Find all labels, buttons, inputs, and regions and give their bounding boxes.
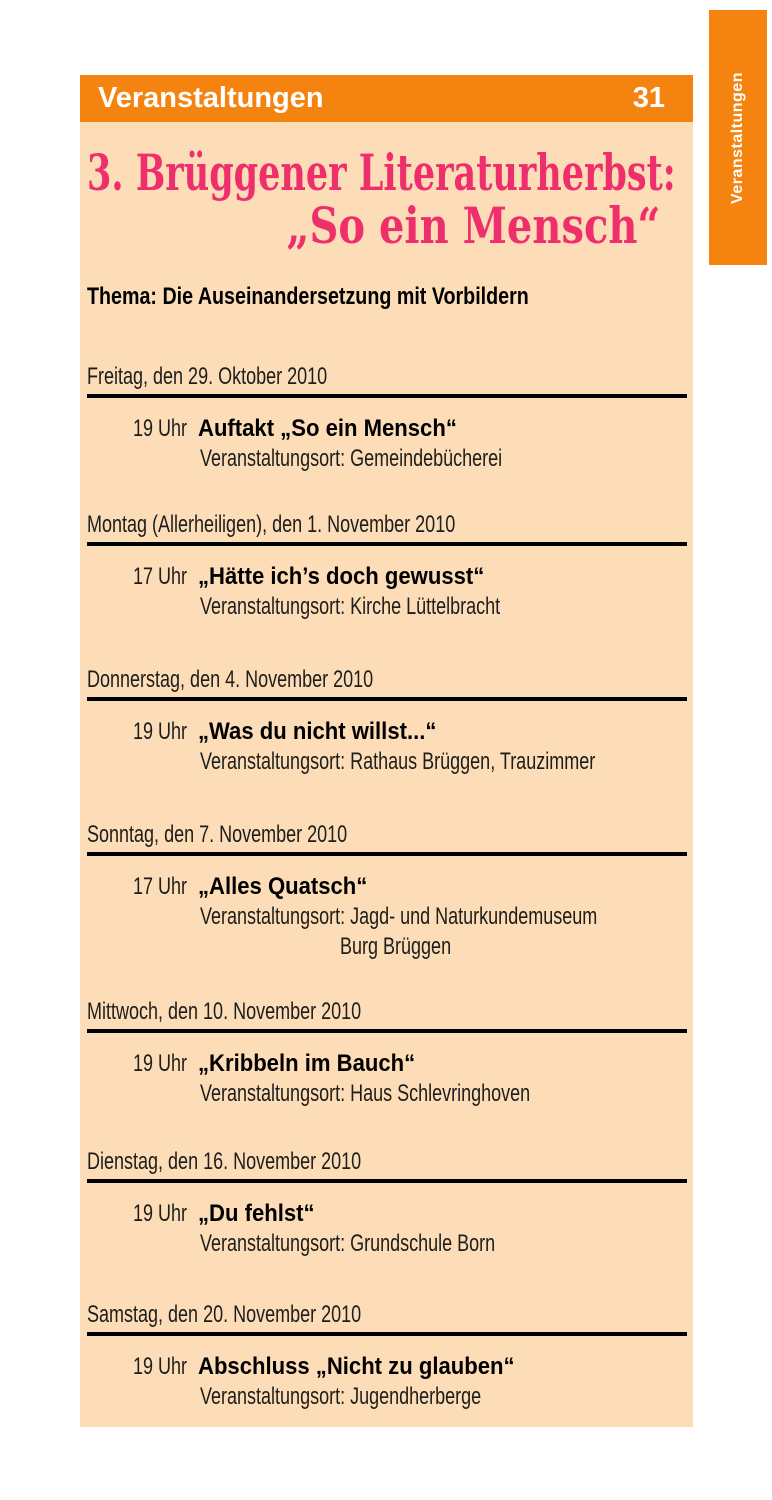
event-name: Abschluss „Nicht zu glauben“ bbox=[198, 1353, 515, 1380]
event-date: Mittwoch, den 10. November 2010 bbox=[87, 998, 362, 1025]
event-row bbox=[133, 1199, 687, 1229]
event-row bbox=[133, 717, 687, 747]
event-name: „Hätte ich’s doch gewusst“ bbox=[198, 563, 485, 590]
event-location: Veranstaltungsort: Grundschule Born bbox=[200, 1230, 496, 1257]
event-location: Veranstaltungsort: Jagd- und Naturkundemuseum bbox=[200, 903, 598, 930]
event-section bbox=[87, 820, 687, 962]
event-time: 19 Uhr bbox=[133, 718, 188, 745]
divider-rule bbox=[87, 1332, 687, 1336]
event-time: 19 Uhr bbox=[133, 1200, 188, 1227]
divider-rule bbox=[87, 1179, 687, 1183]
event-name: „Kribbeln im Bauch“ bbox=[198, 1050, 416, 1077]
event-section bbox=[87, 1300, 687, 1412]
event-row bbox=[133, 562, 687, 592]
event-location: Veranstaltungsort: Rathaus Brüggen, Trauzimmer bbox=[200, 748, 596, 775]
panel-body bbox=[80, 122, 693, 1427]
content-panel bbox=[80, 75, 693, 1427]
event-row bbox=[133, 1352, 687, 1382]
divider-rule bbox=[87, 1029, 687, 1033]
event-location-line2: Burg Brüggen bbox=[340, 933, 452, 960]
event-row bbox=[133, 1049, 687, 1079]
series-title-line1: 3. Brüggener Literaturherbst: bbox=[87, 143, 676, 202]
theme-line: Thema: Die Auseinandersetzung mit Vorbildern bbox=[87, 283, 529, 310]
series-title-line2: „So ein Mensch“ bbox=[286, 196, 660, 255]
event-name: „Du fehlst“ bbox=[198, 1200, 315, 1227]
event-date: Dienstag, den 16. November 2010 bbox=[87, 1148, 362, 1175]
event-time: 19 Uhr bbox=[133, 1050, 188, 1077]
divider-rule bbox=[87, 394, 687, 398]
event-section bbox=[87, 665, 687, 777]
event-date: Sonntag, den 7. November 2010 bbox=[87, 821, 348, 848]
event-section bbox=[87, 1147, 687, 1259]
page-number: 31 bbox=[632, 82, 665, 114]
side-tab-label: Veranstaltungen bbox=[729, 71, 746, 204]
event-row bbox=[133, 872, 687, 902]
side-tab bbox=[709, 10, 767, 265]
event-date: Samstag, den 20. November 2010 bbox=[87, 1301, 362, 1328]
event-date: Freitag, den 29. Oktober 2010 bbox=[87, 363, 328, 390]
event-name: Auftakt „So ein Mensch“ bbox=[198, 415, 457, 442]
event-location: Veranstaltungsort: Haus Schlevringhoven bbox=[200, 1080, 531, 1107]
event-location: Veranstaltungsort: Kirche Lüttelbracht bbox=[200, 593, 501, 620]
event-row bbox=[133, 414, 687, 444]
divider-rule bbox=[87, 697, 687, 701]
event-date: Montag (Allerheiligen), den 1. November 2010 bbox=[87, 511, 456, 538]
event-section bbox=[87, 510, 687, 622]
event-date: Donnerstag, den 4. November 2010 bbox=[87, 666, 374, 693]
divider-rule bbox=[87, 542, 687, 546]
event-section bbox=[87, 997, 687, 1109]
event-name: „Alles Quatsch“ bbox=[198, 873, 368, 900]
event-name: „Was du nicht willst...“ bbox=[198, 718, 437, 745]
event-time: 17 Uhr bbox=[133, 563, 188, 590]
event-time: 19 Uhr bbox=[133, 415, 188, 442]
event-time: 19 Uhr bbox=[133, 1353, 188, 1380]
section-header-bar bbox=[80, 75, 693, 122]
event-section bbox=[87, 362, 687, 474]
event-location: Veranstaltungsort: Gemeindebücherei bbox=[200, 445, 503, 472]
section-header-title: Veranstaltungen bbox=[98, 82, 324, 114]
event-location: Veranstaltungsort: Jugendherberge bbox=[200, 1383, 482, 1410]
event-time: 17 Uhr bbox=[133, 873, 188, 900]
divider-rule bbox=[87, 852, 687, 856]
